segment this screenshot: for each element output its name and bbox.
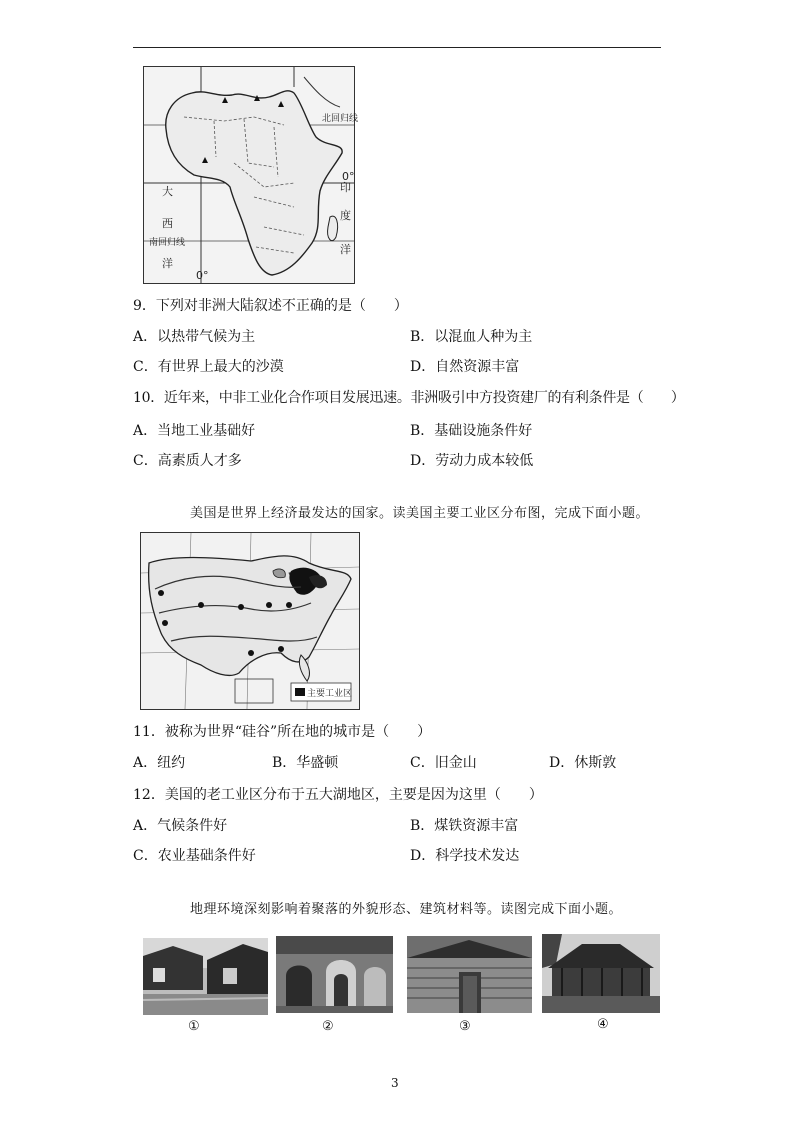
photo-water-town [143, 938, 268, 1015]
q9-option-b[interactable]: B．以混血人种为主 [410, 329, 533, 345]
photo-label-1: ① [188, 1019, 200, 1034]
q11-option-c[interactable]: C．旧金山 [410, 755, 477, 771]
question-10-stem: 10．近年来，中非工业化合作项目发展迅速。非洲吸引中方投资建厂的有利条件是（ ） [133, 390, 685, 406]
settlement-intro-text: 地理环境深刻影响着聚落的外貌形态、建筑材料等。读图完成下面小题。 [190, 902, 623, 917]
question-12-stem: 12．美国的老工业区分布于五大湖地区，主要是因为这里（ ） [133, 787, 543, 803]
svg-text:0°: 0° [196, 269, 209, 282]
photo-stone-house [407, 936, 532, 1013]
q9-option-c[interactable]: C．有世界上最大的沙漠 [133, 359, 284, 375]
photo-label-2: ② [322, 1019, 334, 1034]
photo-label-4: ④ [597, 1017, 609, 1032]
q12-option-c[interactable]: C．农业基础条件好 [133, 848, 256, 864]
q12-option-b[interactable]: B．煤铁资源丰富 [410, 818, 519, 834]
q10-option-c[interactable]: C．高素质人才多 [133, 453, 242, 469]
q10-option-a[interactable]: A．当地工业基础好 [133, 423, 256, 439]
page-number: 3 [391, 1076, 399, 1090]
usa-map-legend: 主要工业区 [307, 689, 353, 699]
q10-option-b[interactable]: B．基础设施条件好 [410, 423, 533, 439]
q12-option-d[interactable]: D．科学技术发达 [410, 848, 520, 864]
photo-label-3: ③ [459, 1019, 471, 1034]
q9-option-d[interactable]: D．自然资源丰富 [410, 359, 520, 375]
svg-text:洋: 洋 [162, 257, 173, 270]
svg-text:度: 度 [340, 209, 351, 222]
photo-stilt-house [542, 934, 660, 1013]
svg-text:洋: 洋 [340, 243, 351, 256]
svg-text:0°: 0° [342, 170, 355, 183]
q10-option-d[interactable]: D．劳动力成本较低 [410, 453, 534, 469]
q12-option-a[interactable]: A．气候条件好 [133, 818, 228, 834]
header-rule [133, 47, 661, 48]
svg-text:印: 印 [340, 181, 351, 194]
usa-intro-text: 美国是世界上经济最发达的国家。读美国主要工业区分布图，完成下面小题。 [190, 506, 650, 521]
photo-cave-dwelling [276, 936, 393, 1013]
svg-text:南回归线: 南回归线 [149, 238, 186, 248]
q11-option-a[interactable]: A．纽约 [133, 755, 186, 771]
svg-text:北回归线: 北回归线 [322, 114, 359, 124]
q11-option-b[interactable]: B．华盛顿 [272, 755, 339, 771]
africa-map [143, 66, 359, 284]
svg-text:大: 大 [162, 185, 173, 198]
q9-option-a[interactable]: A．以热带气候为主 [133, 329, 256, 345]
svg-text:西: 西 [162, 217, 173, 230]
question-11-stem: 11．被称为世界“硅谷”所在地的城市是（ ） [133, 724, 432, 740]
q11-option-d[interactable]: D．休斯敦 [549, 755, 617, 771]
usa-industrial-map [140, 532, 360, 710]
question-9-stem: 9．下列对非洲大陆叙述不正确的是（ ） [133, 298, 408, 314]
